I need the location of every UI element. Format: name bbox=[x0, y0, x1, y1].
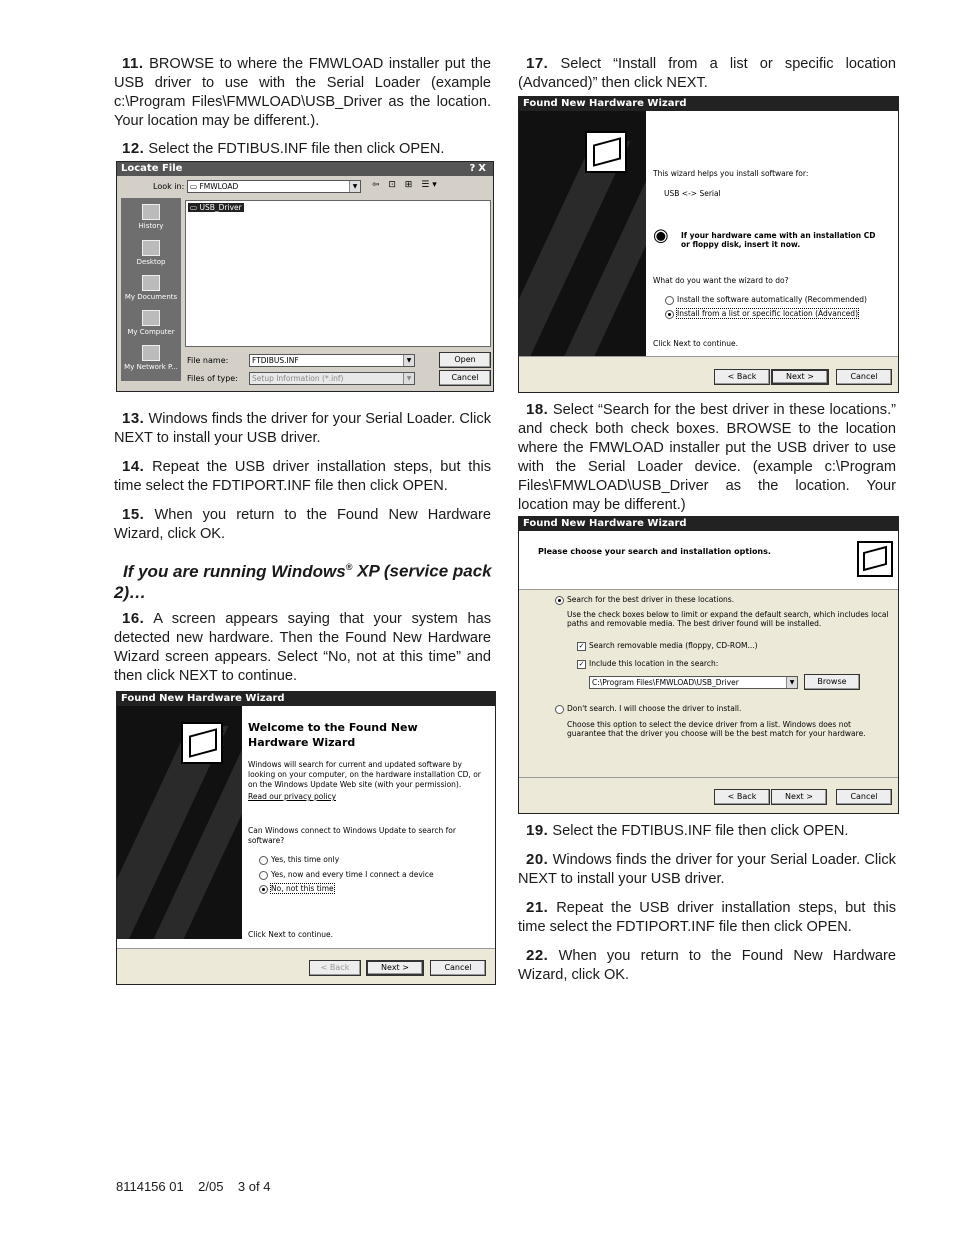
checkbox-include-location[interactable]: ✓ Include this location in the search: bbox=[578, 659, 719, 668]
left-column-lower bbox=[114, 409, 491, 544]
step-16: 16. A screen appears saying that your system has detected new hardware. Then the Found New Hardware Wizard screen appears. Select “No, not at this time” and then click NEXT to continue. bbox=[114, 610, 491, 684]
lookin-label: Look in: bbox=[153, 182, 185, 191]
step-18: 18. Select “Search for the best driver in these locations.” and check both check boxes. BROWSE to the location where the FMWLOAD installer put the USB driver to use with the Serial Loader device. (example c:\Program Files\FMWLOAD\USB_Driver as the location. Your location may be different.) bbox=[518, 401, 896, 513]
hardware-wizard-icon bbox=[585, 131, 627, 173]
open-button[interactable]: Open bbox=[439, 352, 491, 368]
option-no[interactable]: No, not this time bbox=[259, 884, 334, 894]
option-auto[interactable]: Install the software automatically (Recommended) bbox=[665, 295, 867, 305]
option-yes-always[interactable]: Yes, now and every time I connect a device bbox=[259, 870, 434, 880]
chevron-down-icon[interactable]: ▼ bbox=[403, 355, 414, 366]
wizard-side-panel bbox=[117, 706, 242, 939]
section-heading-xp: If you are running Windows® XP (service pack 2)… bbox=[114, 561, 492, 602]
helps-text: This wizard helps you install software for: bbox=[653, 169, 809, 178]
cd-icon: ◉ bbox=[653, 225, 669, 246]
chevron-down-icon[interactable]: ▼ bbox=[786, 677, 797, 688]
right-column-lower bbox=[518, 821, 896, 985]
option-search[interactable]: Search for the best driver in these locations. bbox=[555, 595, 734, 605]
back-button[interactable]: < Back bbox=[714, 789, 770, 805]
history-icon bbox=[142, 204, 160, 220]
step-19: 19. Select the FDTIBUS.INF file then click OPEN. bbox=[526, 822, 849, 839]
step-21: 21. Repeat the USB driver installation steps, but this time select the FDTIPORT.INF file then click OPEN. bbox=[518, 899, 896, 935]
cancel-button[interactable]: Cancel bbox=[836, 789, 892, 805]
radio-icon[interactable] bbox=[555, 705, 564, 714]
locate-title: Locate File ?X bbox=[117, 162, 493, 176]
back-button[interactable]: < Back bbox=[309, 960, 361, 976]
step-14: 14. Repeat the USB driver installation steps, but this time select the FDTIPORT.INF file then click OPEN. bbox=[114, 458, 491, 494]
step-16-block bbox=[114, 609, 491, 686]
wizard-side-panel bbox=[519, 111, 646, 356]
folder-icon: ▭ bbox=[190, 182, 200, 191]
wizard-search-options-dialog bbox=[518, 516, 899, 814]
click-next-text: Click Next to continue. bbox=[248, 930, 334, 939]
wizard-title: Found New Hardware Wizard bbox=[117, 692, 495, 706]
lookin-select[interactable]: ▭ FMWLOAD ▼ bbox=[187, 180, 361, 193]
welcome-heading: Welcome to the Found New Hardware Wizard bbox=[248, 721, 418, 749]
step-11: 11. BROWSE to where the FMWLOAD installer put the USB driver to use with the Serial Loader (example c:\Program Files\FMWLOAD\USB_Driver as the location. Your location may be different.). bbox=[114, 55, 491, 129]
radio-selected-icon[interactable] bbox=[665, 310, 674, 319]
dont-search-description: Choose this option to select the device driver from a list. Windows does not guarantee that the driver you choose will be the best match for your hardware. bbox=[567, 720, 866, 738]
network-icon bbox=[142, 345, 160, 361]
next-button[interactable]: Next > bbox=[771, 789, 827, 805]
browse-button[interactable]: Browse bbox=[804, 674, 860, 690]
next-button[interactable]: Next > bbox=[366, 960, 424, 976]
toolbar-icons[interactable]: ⇦ ⊡ ⊞ ☰▾ bbox=[372, 180, 440, 190]
step-13: 13. Windows finds the driver for your Serial Loader. Click NEXT to install your USB driver. bbox=[114, 410, 491, 446]
page-footer: 8114156 01 2/05 3 of 4 bbox=[116, 1179, 271, 1194]
click-next-text: Click Next to continue. bbox=[653, 339, 739, 348]
radio-icon[interactable] bbox=[259, 856, 268, 865]
wizard-title: Found New Hardware Wizard bbox=[519, 97, 898, 111]
place-network[interactable]: My Network P... bbox=[121, 345, 181, 371]
right-column bbox=[518, 54, 896, 93]
step-20: 20. Windows finds the driver for your Serial Loader. Click NEXT to install your USB driver. bbox=[518, 851, 896, 887]
option-dont-search[interactable]: Don't search. I will choose the driver to install. bbox=[555, 704, 741, 714]
place-desktop[interactable]: Desktop bbox=[121, 240, 181, 266]
hardware-wizard-icon bbox=[857, 541, 893, 577]
checkbox-removable-media[interactable]: ✓ Search removable media (floppy, CD-ROM...) bbox=[578, 641, 758, 650]
checkbox-checked-icon[interactable]: ✓ bbox=[578, 641, 585, 650]
step-12: 12. Select the FDTIBUS.INF file then click OPEN. bbox=[122, 140, 445, 157]
step-15: 15. When you return to the Found New Hardware Wizard, click OK. bbox=[114, 506, 491, 542]
step-22: 22. When you return to the Found New Hardware Wizard, click OK. bbox=[518, 947, 896, 983]
option-advanced[interactable]: Install from a list or specific location (Advanced) bbox=[665, 309, 858, 319]
filename-input[interactable]: FTDIBUS.INF ▼ bbox=[249, 354, 415, 367]
step-18-block bbox=[518, 400, 896, 515]
wizard-title: Found New Hardware Wizard bbox=[519, 517, 898, 531]
left-column bbox=[114, 54, 491, 159]
file-list[interactable] bbox=[185, 200, 491, 347]
next-button[interactable]: Next > bbox=[771, 369, 829, 385]
divider bbox=[519, 777, 898, 778]
wizard-welcome-dialog bbox=[116, 691, 496, 985]
filetype-label: Files of type: bbox=[187, 374, 238, 383]
location-path-input[interactable]: C:\Program Files\FMWLOAD\USB_Driver ▼ bbox=[589, 676, 798, 689]
option-yes-once[interactable]: Yes, this time only bbox=[259, 855, 339, 865]
privacy-link[interactable]: Read our privacy policy bbox=[248, 792, 337, 801]
cancel-button[interactable]: Cancel bbox=[439, 370, 491, 386]
computer-icon bbox=[142, 310, 160, 326]
cancel-button[interactable]: Cancel bbox=[430, 960, 486, 976]
place-history[interactable]: History bbox=[121, 204, 181, 230]
radio-selected-icon[interactable] bbox=[555, 596, 564, 605]
window-controls-icon[interactable]: ?X bbox=[469, 163, 489, 174]
place-documents[interactable]: My Documents bbox=[121, 275, 181, 301]
step-17: 17. Select “Install from a list or specific location (Advanced)” then click NEXT. bbox=[518, 55, 896, 91]
file-item-usb-driver[interactable]: ▭ USB_Driver bbox=[190, 203, 242, 212]
update-question: Can Windows connect to Windows Update to search for software? bbox=[248, 826, 456, 845]
radio-icon[interactable] bbox=[665, 296, 674, 305]
back-button[interactable]: < Back bbox=[714, 369, 770, 385]
checkbox-checked-icon[interactable]: ✓ bbox=[578, 659, 585, 668]
cancel-button[interactable]: Cancel bbox=[836, 369, 892, 385]
wizard-header-area bbox=[519, 531, 898, 590]
chevron-down-icon[interactable]: ▼ bbox=[349, 181, 360, 192]
place-computer[interactable]: My Computer bbox=[121, 310, 181, 336]
options-header: Please choose your search and installation options. bbox=[538, 547, 771, 556]
search-description: Use the check boxes below to limit or expand the default search, which includes local paths and removable media. The best driver found will be installed. bbox=[567, 610, 889, 628]
radio-icon[interactable] bbox=[259, 871, 268, 880]
hardware-wizard-icon bbox=[181, 722, 223, 764]
wizard-install-dialog bbox=[518, 96, 899, 393]
desktop-icon bbox=[142, 240, 160, 256]
locate-file-dialog bbox=[116, 161, 494, 392]
documents-icon bbox=[142, 275, 160, 291]
intro-text: Windows will search for current and updated software by looking on your computer, on the hardware installation CD, or on the Windows Update Web site (with your permission). bbox=[248, 760, 481, 789]
filetype-select[interactable]: Setup Information (*.inf) ▼ bbox=[249, 372, 415, 385]
wizard-question: What do you want the wizard to do? bbox=[653, 276, 789, 285]
device-name: USB <-> Serial bbox=[664, 189, 721, 198]
radio-selected-icon[interactable] bbox=[259, 885, 268, 894]
cd-text: If your hardware came with an installation CD or floppy disk, insert it now. bbox=[681, 231, 876, 249]
filename-label: File name: bbox=[187, 356, 229, 365]
chevron-down-icon[interactable]: ▼ bbox=[403, 373, 414, 384]
